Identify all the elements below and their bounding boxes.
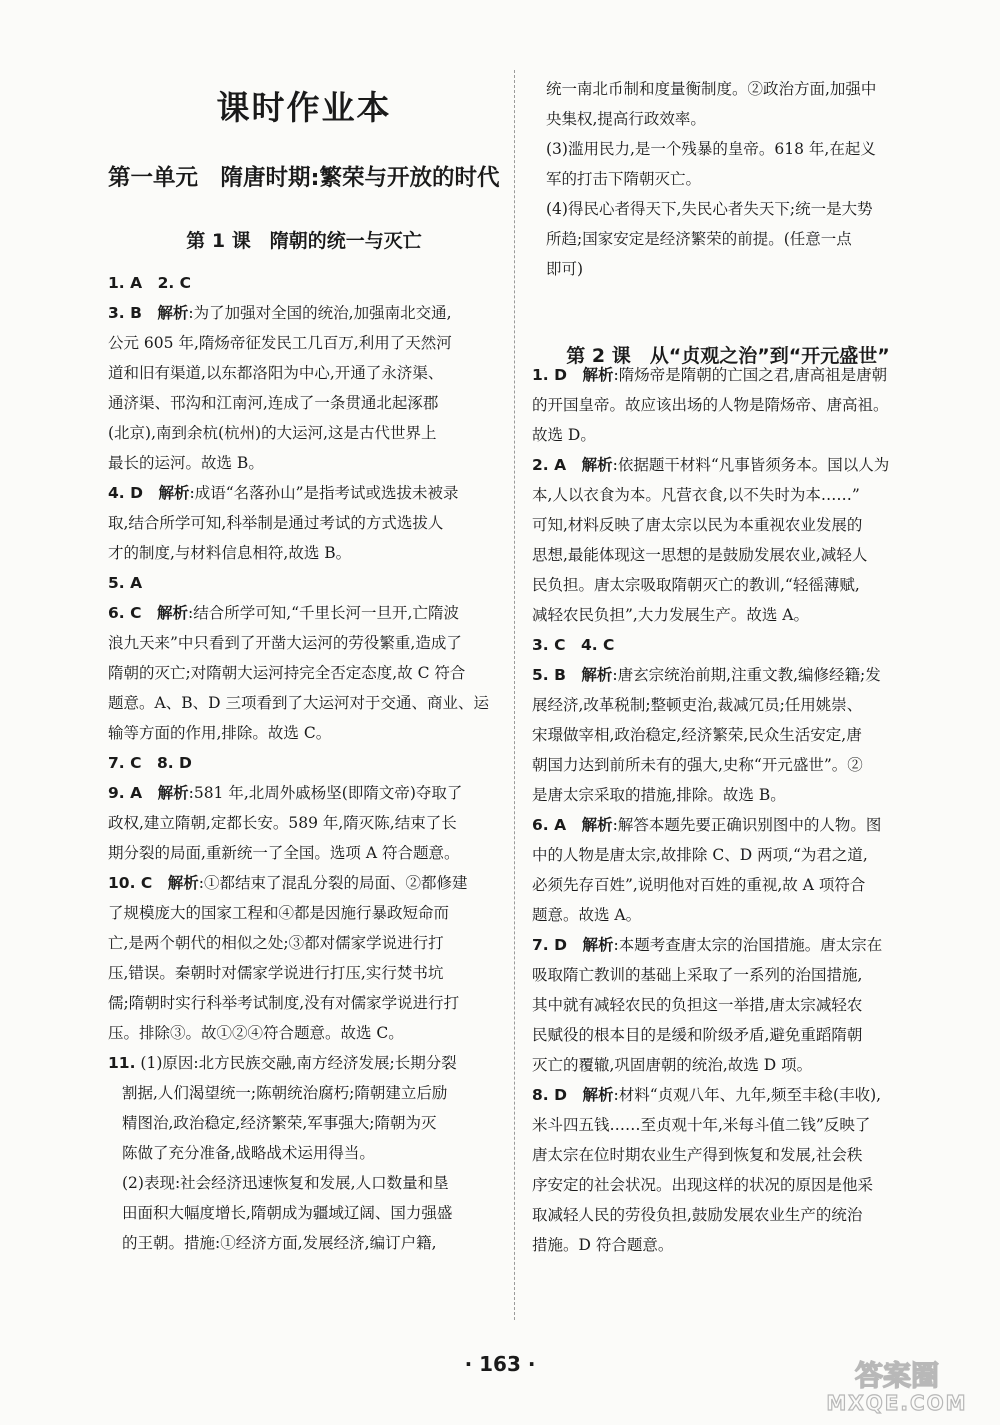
- answer-8: [532, 1080, 924, 1110]
- answer-number: 8. D: [532, 1086, 567, 1104]
- answer-text: (4)得民心者得天下,失民心者失天下;统一是大势: [546, 200, 873, 218]
- answer-3: [108, 298, 500, 328]
- answer-9: [108, 778, 500, 808]
- answer-2: [532, 450, 924, 480]
- answer-text: 是唐太宗采取的措施,排除。故选 B。: [532, 786, 786, 804]
- answer-text: 儒;隋朝时实行科举考试制度,没有对儒家学说进行打: [108, 994, 460, 1012]
- answer-text: 公元 605 年,隋炀帝征发民工几百万,利用了天然河: [108, 334, 452, 352]
- answer-text: 所趋;国家安定是经济繁荣的前提。(任意一点: [546, 230, 852, 248]
- answer-text: 宋璟做宰相,政治稳定,经济繁荣,民众生活安定,唐: [532, 726, 862, 744]
- answer-text: 压。排除③。故①②④符合题意。故选 C。: [108, 1024, 404, 1042]
- answer-text: :唐玄宗统治前期,注重文教,编修经籍;发: [612, 666, 881, 684]
- answer-text: 压,错误。秦朝时对儒家学说进行打压,实行焚书坑: [108, 964, 444, 982]
- main-title: 课时作业本: [216, 88, 392, 127]
- answer-text: :隋炀帝是隋朝的亡国之君,唐高祖是唐朝: [613, 366, 888, 384]
- answer-text: 即可): [546, 260, 584, 278]
- answer-text: (2)表现:社会经济迅速恢复和发展,人口数量和垦: [122, 1174, 449, 1192]
- analysis-label: 解析: [156, 604, 188, 622]
- answer-text: :本题考查唐太宗的治国措施。唐太宗在: [613, 936, 883, 954]
- analysis-label: 解析: [157, 784, 189, 802]
- watermark-bottom-text: MXQE.COM: [826, 1391, 968, 1415]
- answer-text: 故选 D。: [532, 426, 596, 444]
- analysis-label: 解析: [157, 304, 189, 322]
- answer-text: 陈做了充分准备,战略战术运用得当。: [122, 1144, 375, 1162]
- answer-number: 3. C 4. C: [532, 636, 615, 654]
- answer-number: 7. C 8. D: [108, 754, 192, 772]
- answer-number: 2. A: [532, 456, 567, 474]
- left-column-answers: [108, 268, 500, 1258]
- answer-text: 统一南北币制和度量衡制度。②政治方面,加强中: [546, 80, 877, 98]
- answer-text: 精图治,政治稳定,经济繁荣,军事强大;隋朝为灭: [122, 1114, 437, 1132]
- answer-1-2: [108, 268, 500, 298]
- answer-text: 可知,材料反映了唐太宗以民为本重视农业发展的: [532, 516, 863, 534]
- answer-5: [532, 660, 924, 690]
- answer-text: 吸取隋亡教训的基础上采取了一系列的治国措施,: [532, 966, 863, 984]
- unit-title: 第一单元 隋唐时期:繁荣与开放的时代: [108, 165, 500, 191]
- analysis-label: 解析: [582, 1086, 614, 1104]
- answer-6: [532, 810, 924, 840]
- answer-text: 通济渠、邗沟和江南河,连成了一条贯通北起涿郡: [108, 394, 439, 412]
- answer-text: 民赋役的根本目的是缓和阶级矛盾,避免重蹈隋朝: [532, 1026, 863, 1044]
- answer-text: (北京),南到余杭(杭州)的大运河,这是古代世界上: [108, 424, 437, 442]
- column-divider: [514, 70, 515, 1320]
- analysis-label: 解析: [582, 936, 614, 954]
- answer-text: 田面积大幅度增长,隋朝成为疆域辽阔、国力强盛: [122, 1204, 453, 1222]
- answer-text: 减轻农民负担”,大力发展生产。故选 A。: [532, 606, 809, 624]
- watermark-top-text: 答案圈: [854, 1359, 940, 1392]
- answer-text: 浪九天来”中只看到了开凿大运河的劳役繁重,造成了: [108, 634, 462, 652]
- answer-text: 才的制度,与材料信息相符,故选 B。: [108, 544, 352, 562]
- answer-text: 中的人物是唐太宗,故排除 C、D 两项,“为君之道,: [532, 846, 868, 864]
- analysis-label: 解析: [581, 456, 613, 474]
- answer-text: 道和旧有渠道,以东都洛阳为中心,开通了永济渠、: [108, 364, 444, 382]
- watermark-logo: [808, 1355, 986, 1415]
- answer-number: 1. A 2. C: [108, 274, 192, 292]
- answer-text: 其中就有减轻农民的负担这一举措,唐太宗减轻农: [532, 996, 863, 1014]
- answer-text: :成语“名落孙山”是指考试或选拔未被录: [189, 484, 459, 502]
- answer-text: 题意。A、B、D 三项看到了大运河对于交通、商业、运: [108, 694, 489, 712]
- answer-5: [108, 568, 500, 598]
- answer-text: 割据,人们渴望统一;陈朝统治腐朽;隋朝建立后励: [122, 1084, 448, 1102]
- answer-text: 米斗四五钱……至贞观十年,米每斗值二钱”反映了: [532, 1116, 871, 1134]
- answer-text: 必须先存百姓”,说明他对百姓的重视,故 A 项符合: [532, 876, 866, 894]
- answer-text: (3)滥用民力,是一个残暴的皇帝。618 年,在起义: [546, 140, 876, 158]
- answer-10: [108, 868, 500, 898]
- answer-text: 朝国力达到前所未有的强大,史称“开元盛世”。②: [532, 756, 863, 774]
- answer-number: 11.: [108, 1054, 136, 1072]
- answer-3-4: [532, 630, 924, 660]
- answer-text: 了规模庞大的国家工程和④都是因施行暴政短命而: [108, 904, 450, 922]
- answer-number: 3. B: [108, 304, 142, 322]
- analysis-label: 解析: [158, 484, 190, 502]
- answer-text: 题意。故选 A。: [532, 906, 642, 924]
- answer-text: 军的打击下隋朝灭亡。: [546, 170, 702, 188]
- answer-number: 9. A: [108, 784, 143, 802]
- answer-text: 政权,建立隋朝,定都长安。589 年,隋灭陈,结束了长: [108, 814, 457, 832]
- answer-text: 期分裂的局面,重新统一了全国。选项 A 符合题意。: [108, 844, 460, 862]
- answer-number: 4. D: [108, 484, 143, 502]
- answer-text: :材料“贞观八年、九年,频至丰稔(丰收),: [613, 1086, 882, 1104]
- answer-number: 1. D: [532, 366, 567, 384]
- answer-text: 亡,是两个朝代的相似之处;③都对儒家学说进行打: [108, 934, 444, 952]
- answer-text: 唐太宗在位时期农业生产得到恢复和发展,社会秩: [532, 1146, 863, 1164]
- answer-11: [108, 1048, 500, 1078]
- answer-text: :581 年,北周外戚杨坚(即隋文帝)夺取了: [188, 784, 463, 802]
- answer-text: 民负担。唐太宗吸取隋朝灭亡的教训,“轻徭薄赋,: [532, 576, 860, 594]
- answer-text: (1)原因:北方民族交融,南方经济发展;长期分裂: [140, 1054, 457, 1072]
- answer-number: 5. A: [108, 574, 143, 592]
- answer-text: 央集权,提高行政效率。: [546, 110, 706, 128]
- answer-text: :结合所学可知,“千里长河一旦开,亡隋波: [187, 604, 459, 622]
- answer-text: :为了加强对全国的统治,加强南北交通,: [188, 304, 452, 322]
- lesson-1-title: 第 1 课 隋朝的统一与灭亡: [186, 230, 422, 252]
- analysis-label: 解析: [582, 366, 614, 384]
- answer-1: [532, 360, 924, 390]
- answer-text: 隋朝的灭亡;对隋朝大运河持完全否定态度,故 C 符合: [108, 664, 466, 682]
- answer-number: 7. D: [532, 936, 567, 954]
- answer-text: :解答本题先要正确识别图中的人物。图: [612, 816, 882, 834]
- answer-text: 的王朝。措施:①经济方面,发展经济,编订户籍,: [122, 1234, 437, 1252]
- lesson-2-title: 第 2 课 从“贞观之治”到“开元盛世”: [566, 345, 890, 367]
- right-column-continuation: [532, 74, 924, 284]
- answer-number: 10. C: [108, 874, 153, 892]
- answer-number: 5. B: [532, 666, 566, 684]
- analysis-label: 解析: [167, 874, 199, 892]
- answer-text: 思想,最能体现这一思想的是鼓励发展农业,减轻人: [532, 546, 868, 564]
- answer-text: 灭亡的覆辙,巩固唐朝的统治,故选 D 项。: [532, 1056, 813, 1074]
- answer-number: 6. C: [108, 604, 142, 622]
- answer-text: 的开国皇帝。故应该出场的人物是隋炀帝、唐高祖。: [532, 396, 889, 414]
- right-column-answers: [532, 360, 924, 1260]
- answer-text: 输等方面的作用,排除。故选 C。: [108, 724, 332, 742]
- answer-4: [108, 478, 500, 508]
- answer-7-8: [108, 748, 500, 778]
- answer-text: 展经济,改革税制;整顿吏治,裁减冗员;任用姚崇、: [532, 696, 863, 714]
- answer-text: 措施。D 符合题意。: [532, 1236, 674, 1254]
- answer-text: 序安定的社会状况。出现这样的状况的原因是他采: [532, 1176, 874, 1194]
- answer-text: :依据题干材料“凡事皆须务本。国以人为: [612, 456, 890, 474]
- answer-text: 取,结合所学可知,科举制是通过考试的方式选拔人: [108, 514, 444, 532]
- answer-text: 最长的运河。故选 B。: [108, 454, 264, 472]
- answer-number: 6. A: [532, 816, 567, 834]
- answer-text: 取减轻人民的劳役负担,鼓励发展农业生产的统治: [532, 1206, 863, 1224]
- answer-text: 本,人以衣食为本。凡营衣食,以不失时为本……”: [532, 486, 860, 504]
- answer-7: [532, 930, 924, 960]
- analysis-label: 解析: [581, 816, 613, 834]
- page-number: · 163 ·: [464, 1352, 536, 1376]
- answer-6: [108, 598, 500, 628]
- answer-text: :①都结束了混乱分裂的局面、②都修建: [198, 874, 468, 892]
- analysis-label: 解析: [581, 666, 613, 684]
